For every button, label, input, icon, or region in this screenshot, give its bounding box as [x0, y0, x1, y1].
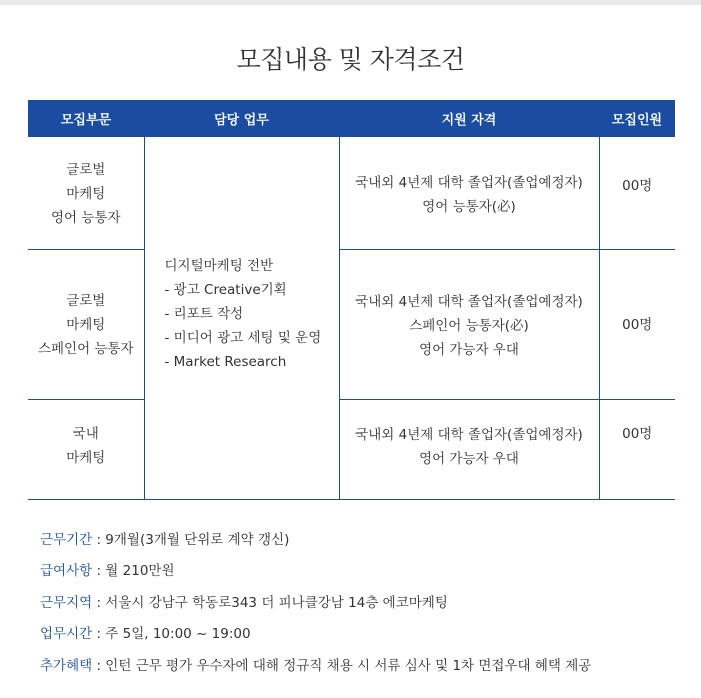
table-row [28, 250, 675, 400]
info-item-salary [40, 559, 591, 590]
header-qualification: 지원 자격 [339, 100, 599, 137]
info-item-hours [40, 622, 591, 653]
dept-cell [28, 400, 144, 500]
duty-cell [144, 137, 339, 500]
headcount-cell [599, 400, 675, 500]
table-row [28, 137, 675, 250]
info-value: : 서울시 강남구 학동로343 더 피나클강남 14층 에코마케팅 [92, 594, 448, 611]
info-label: 근무지역 [40, 594, 93, 611]
qualification-line: 국내외 4년제 대학 졸업자(졸업예정자) [355, 427, 583, 443]
qualification-line: 영어 능통자(必) [422, 199, 516, 215]
duty-line: - 광고 Creative기획 [164, 282, 287, 298]
qualification-line: 영어 가능자 우대 [419, 342, 519, 358]
info-value: : 월 210만원 [92, 563, 175, 580]
dept-cell [28, 250, 144, 400]
info-label: 추가혜택 [40, 657, 93, 674]
headcount-cell [599, 250, 675, 400]
dept-line: 스페인어 능통자 [37, 341, 134, 357]
qualification-cell [339, 137, 599, 250]
qualification-line: 스페인어 능통자(必) [409, 318, 529, 334]
dept-line: 마케팅 [66, 186, 106, 202]
qualification-cell [339, 250, 599, 400]
info-item-benefits [40, 654, 591, 685]
duty-line: 디지털마케팅 전반 [164, 258, 274, 274]
table-header-row [28, 100, 675, 137]
dept-line: 글로벌 [66, 162, 106, 178]
employment-info-list [40, 528, 591, 685]
qualification-line: 영어 가능자 우대 [419, 451, 519, 467]
headcount-value: 00명 [622, 426, 653, 442]
duty-line: - 미디어 광고 세팅 및 운영 [164, 330, 322, 346]
info-label: 근무기간 [40, 532, 93, 548]
header-duty: 담당 업무 [144, 100, 339, 137]
info-item-period [40, 528, 591, 559]
info-value: : 주 5일, 10:00 ~ 19:00 [92, 626, 251, 643]
dept-line: 마케팅 [66, 450, 106, 466]
dept-line: 글로벌 [66, 293, 106, 309]
info-label: 업무시간 [40, 626, 93, 643]
qualification-line: 국내외 4년제 대학 졸업자(졸업예정자) [355, 294, 583, 310]
dept-cell [28, 137, 144, 250]
dept-line: 국내 [72, 426, 99, 442]
dept-line: 영어 능통자 [51, 210, 121, 226]
recruit-table [28, 100, 675, 500]
headcount-value: 00명 [622, 317, 653, 333]
info-label: 급여사항 [40, 563, 93, 580]
header-headcount: 모집인원 [599, 100, 675, 137]
headcount-value: 00명 [622, 178, 653, 194]
top-bar [0, 0, 701, 5]
header-dept: 모집부문 [28, 100, 144, 137]
duty-line: - 리포트 작성 [164, 306, 244, 322]
info-item-location [40, 591, 591, 622]
table-row [28, 400, 675, 500]
qualification-cell [339, 400, 599, 500]
info-value: : 인턴 근무 평가 우수자에 대해 정규직 채용 시 서류 심사 및 1차 면접우대 혜택 제공 [92, 657, 592, 674]
headcount-cell [599, 137, 675, 250]
info-value: : 9개월(3개월 단위로 계약 갱신) [92, 532, 290, 548]
qualification-line: 국내외 4년제 대학 졸업자(졸업예정자) [355, 175, 583, 191]
page-title: 모집내용 및 자격조건 [236, 45, 465, 74]
duty-line: - Market Research [164, 354, 287, 370]
dept-line: 마케팅 [66, 317, 106, 333]
